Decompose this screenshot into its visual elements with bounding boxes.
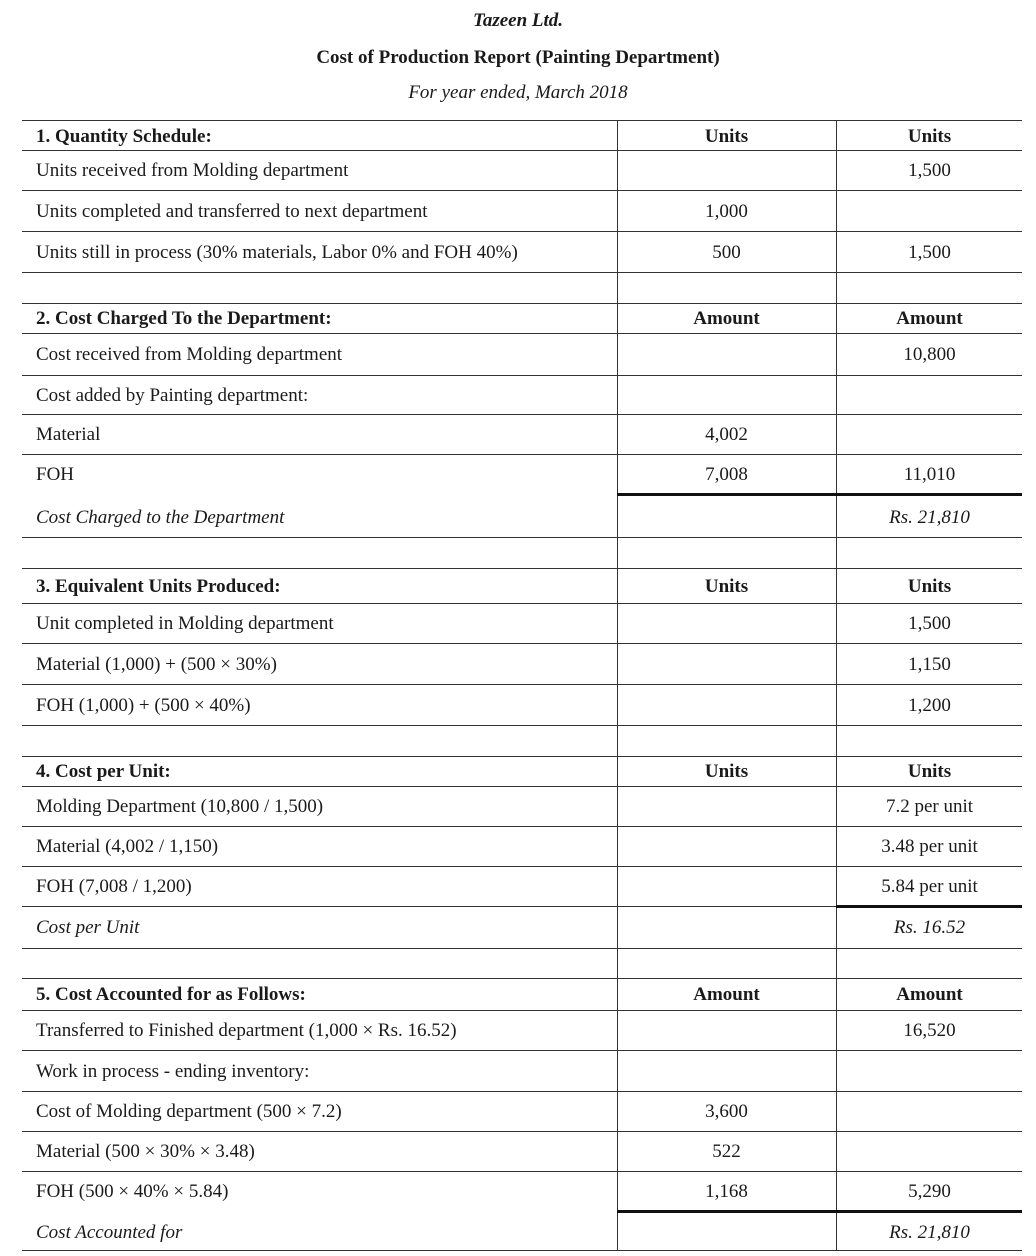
- middle-column-value: 7,008: [705, 464, 748, 485]
- column-divider: [836, 120, 837, 1250]
- grid-line: [22, 568, 1022, 569]
- row-label: Material (500 × 30% × 3.48): [36, 1141, 255, 1162]
- row-label: 4. Cost per Unit:: [36, 761, 171, 782]
- report-period: For year ended, March 2018: [408, 82, 628, 103]
- right-column-value: 7.2 per unit: [885, 796, 974, 817]
- grid-line: [22, 786, 1022, 787]
- right-column-value: Units: [907, 576, 952, 597]
- row-label: Units received from Molding department: [36, 160, 349, 181]
- grid-line: [22, 537, 1022, 538]
- right-column-value: Amount: [896, 984, 963, 1005]
- row-label: FOH: [36, 464, 75, 485]
- middle-column-value: 1,168: [705, 1181, 748, 1202]
- total-rule: [617, 1210, 1022, 1213]
- company-name: Tazeen Ltd.: [472, 10, 564, 31]
- middle-column-value: Units: [704, 576, 749, 597]
- row-label: Work in process - ending inventory:: [36, 1061, 310, 1082]
- grid-line: [22, 1050, 1022, 1051]
- grid-line: [22, 948, 1022, 949]
- column-divider: [617, 120, 618, 1250]
- row-label: Cost per Unit: [36, 917, 140, 938]
- row-label: Cost Accounted for: [36, 1222, 183, 1243]
- right-column-value: 5,290: [908, 1181, 951, 1202]
- grid-line: [22, 978, 1022, 979]
- total-rule: [617, 493, 1022, 496]
- row-label: FOH (500 × 40% × 5.84): [36, 1181, 229, 1202]
- grid-line: [22, 303, 1022, 304]
- row-label: Cost added by Painting department:: [36, 385, 309, 406]
- grid-line: [22, 826, 1022, 827]
- right-column-value: Rs. 21,810: [889, 1222, 970, 1243]
- right-column-value: 1,150: [908, 654, 951, 675]
- middle-column-value: 3,600: [705, 1101, 748, 1122]
- grid-line: [22, 866, 1022, 867]
- right-column-value: Units: [907, 126, 952, 147]
- middle-column-value: Amount: [693, 308, 760, 329]
- right-column-value: 1,200: [908, 695, 951, 716]
- right-column-value: 11,010: [903, 464, 956, 485]
- total-rule: [836, 905, 1022, 908]
- middle-column-value: 522: [712, 1141, 741, 1162]
- grid-line: [22, 454, 1022, 455]
- middle-column-value: 4,002: [705, 424, 748, 445]
- grid-line: [22, 414, 1022, 415]
- row-label: 5. Cost Accounted for as Follows:: [36, 984, 306, 1005]
- middle-column-value: Units: [704, 126, 749, 147]
- middle-column-value: 500: [712, 242, 741, 263]
- grid-line: [22, 1171, 1022, 1172]
- row-label: Cost of Molding department (500 × 7.2): [36, 1101, 342, 1122]
- row-label: Material: [36, 424, 101, 445]
- report-title: Cost of Production Report (Painting Department): [316, 47, 720, 68]
- right-column-value: 1,500: [908, 613, 951, 634]
- row-label: Material (4,002 / 1,150): [36, 836, 219, 857]
- grid-line: [22, 150, 1022, 151]
- middle-column-value: Amount: [693, 984, 760, 1005]
- grid-line: [22, 1131, 1022, 1132]
- row-label: 3. Equivalent Units Produced:: [36, 576, 281, 597]
- right-column-value: Rs. 21,810: [889, 507, 970, 528]
- right-column-value: 10,800: [903, 344, 956, 365]
- grid-line: [22, 603, 1022, 604]
- right-column-value: Amount: [896, 308, 963, 329]
- grid-line: [22, 231, 1022, 232]
- row-label: Molding Department (10,800 / 1,500): [36, 796, 324, 817]
- row-label: 2. Cost Charged To the Department:: [36, 308, 332, 329]
- grid-line: [22, 684, 1022, 685]
- grid-line: [22, 725, 1022, 726]
- middle-column-value: 1,000: [705, 201, 748, 222]
- right-column-value: Rs. 16.52: [893, 917, 966, 938]
- right-column-value: 3.48 per unit: [881, 836, 978, 857]
- middle-column-value: Units: [704, 761, 749, 782]
- grid-line: [22, 190, 1022, 191]
- grid-line: [22, 272, 1022, 273]
- grid-line: [22, 1010, 1022, 1011]
- grid-line: [22, 1091, 1022, 1092]
- row-label: Cost received from Molding department: [36, 344, 343, 365]
- grid-line: [22, 120, 1022, 121]
- right-column-value: 5.84 per unit: [881, 876, 978, 897]
- row-label: Unit completed in Molding department: [36, 613, 334, 634]
- row-label: FOH (1,000) + (500 × 40%): [36, 695, 251, 716]
- grid-line: [22, 756, 1022, 757]
- row-label: Transferred to Finished department (1,000 × Rs. 16.52): [36, 1020, 457, 1041]
- right-column-value: Units: [907, 761, 952, 782]
- grid-line: [22, 1250, 1022, 1251]
- row-label: Cost Charged to the Department: [36, 507, 285, 528]
- row-label: FOH (7,008 / 1,200): [36, 876, 192, 897]
- right-column-value: 16,520: [903, 1020, 956, 1041]
- grid-line: [22, 643, 1022, 644]
- row-label: Units completed and transferred to next department: [36, 201, 428, 222]
- right-column-value: 1,500: [908, 242, 951, 263]
- row-label: Material (1,000) + (500 × 30%): [36, 654, 277, 675]
- grid-line: [22, 375, 1022, 376]
- row-label: 1. Quantity Schedule:: [36, 126, 212, 147]
- right-column-value: 1,500: [908, 160, 951, 181]
- row-label: Units still in process (30% materials, Labor 0% and FOH 40%): [36, 242, 518, 263]
- grid-line: [22, 333, 1022, 334]
